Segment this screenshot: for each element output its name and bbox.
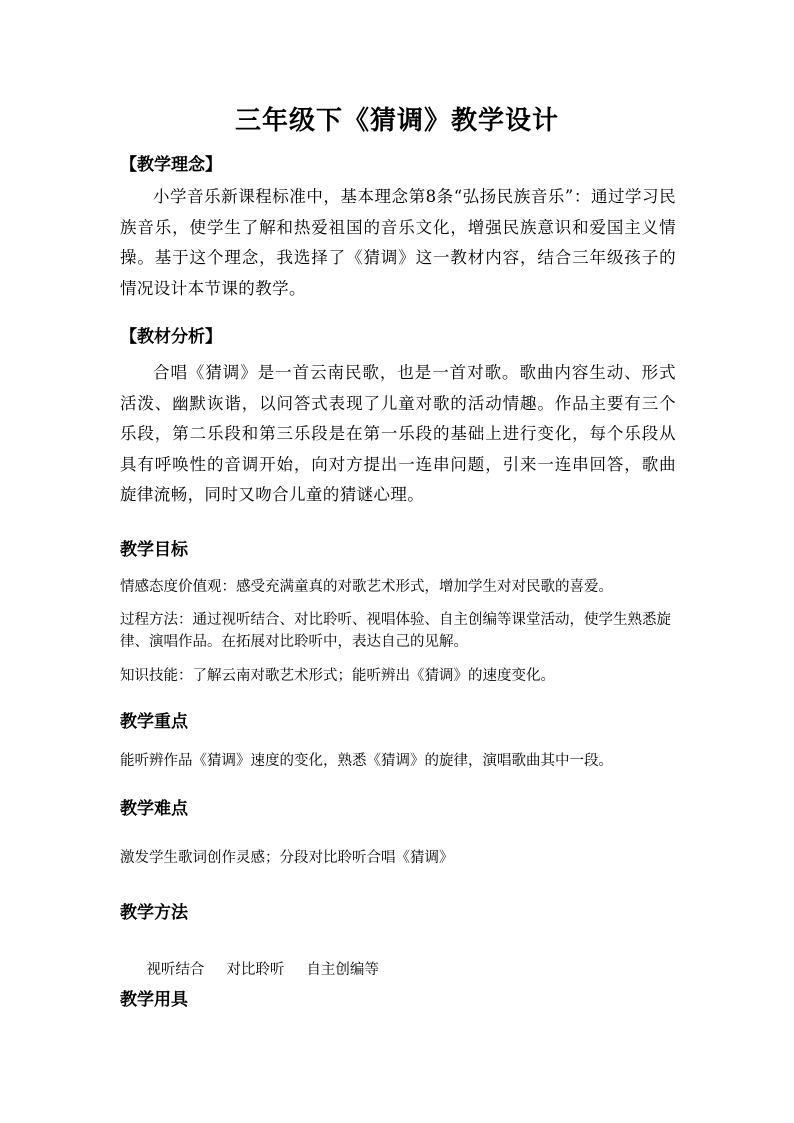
heading-philosophy: 【教学理念】	[120, 155, 222, 175]
goal-item-knowledge: 知识技能：了解云南对歌艺术形式；能听辨出《猜调》的速度变化。	[120, 668, 555, 684]
heading-key-points: 教学重点	[120, 712, 188, 732]
heading-analysis: 【教材分析】	[120, 327, 222, 347]
goal-item-process: 过程方法：通过视听结合、对比聆听、视唱体验、自主创编等课堂活动，使学生熟悉旋律、演唱作品。在拓展对比聆听中，表达自己的见解。	[120, 612, 671, 650]
method-item: 自主创编等	[306, 962, 379, 978]
paragraph-philosophy: 小学音乐新课程标准中，基本理念第8条“弘扬民族音乐”：通过学习民族音乐，使学生了解和热爱祖国的音乐文化，增强民族意识和爱国主义情操。基于这个理念，我选择了《猜调》这一教材内容，结合三年级孩子的情况设计本节课的教学。	[120, 187, 676, 298]
heading-difficulties: 教学难点	[120, 799, 188, 819]
text-key-points: 能听辨作品《猜调》速度的变化，熟悉《猜调》的旋律，演唱歌曲其中一段。	[120, 753, 613, 769]
heading-goals: 教学目标	[120, 540, 188, 560]
goal-item-emotion: 情感态度价值观：感受充满童真的对歌艺术形式，增加学生对对民歌的喜爱。	[120, 579, 613, 595]
heading-tools: 教学用具	[120, 990, 188, 1010]
method-item: 对比聆听	[226, 962, 285, 978]
heading-methods: 教学方法	[120, 903, 188, 923]
method-item: 视听结合	[146, 962, 205, 978]
paragraph-analysis: 合唱《猜调》是一首云南民歌，也是一首对歌。歌曲内容生动、形式活泼、幽默诙谐，以问答式表现了儿童对歌的活动情趣。作品主要有三个乐段，第二乐段和第三乐段是在第一乐段的基础上进行变化，每个乐段从具有呼唤性的音调开始，向对方提出一连串问题，引来一连串回答，歌曲旋律流畅，同时又吻合儿童的猜谜心理。	[120, 363, 676, 504]
text-difficulties: 激发学生歌词创作灵感；分段对比聆听合唱《猜调》	[120, 850, 454, 866]
document-title: 三年级下《猜调》教学设计	[234, 106, 559, 136]
